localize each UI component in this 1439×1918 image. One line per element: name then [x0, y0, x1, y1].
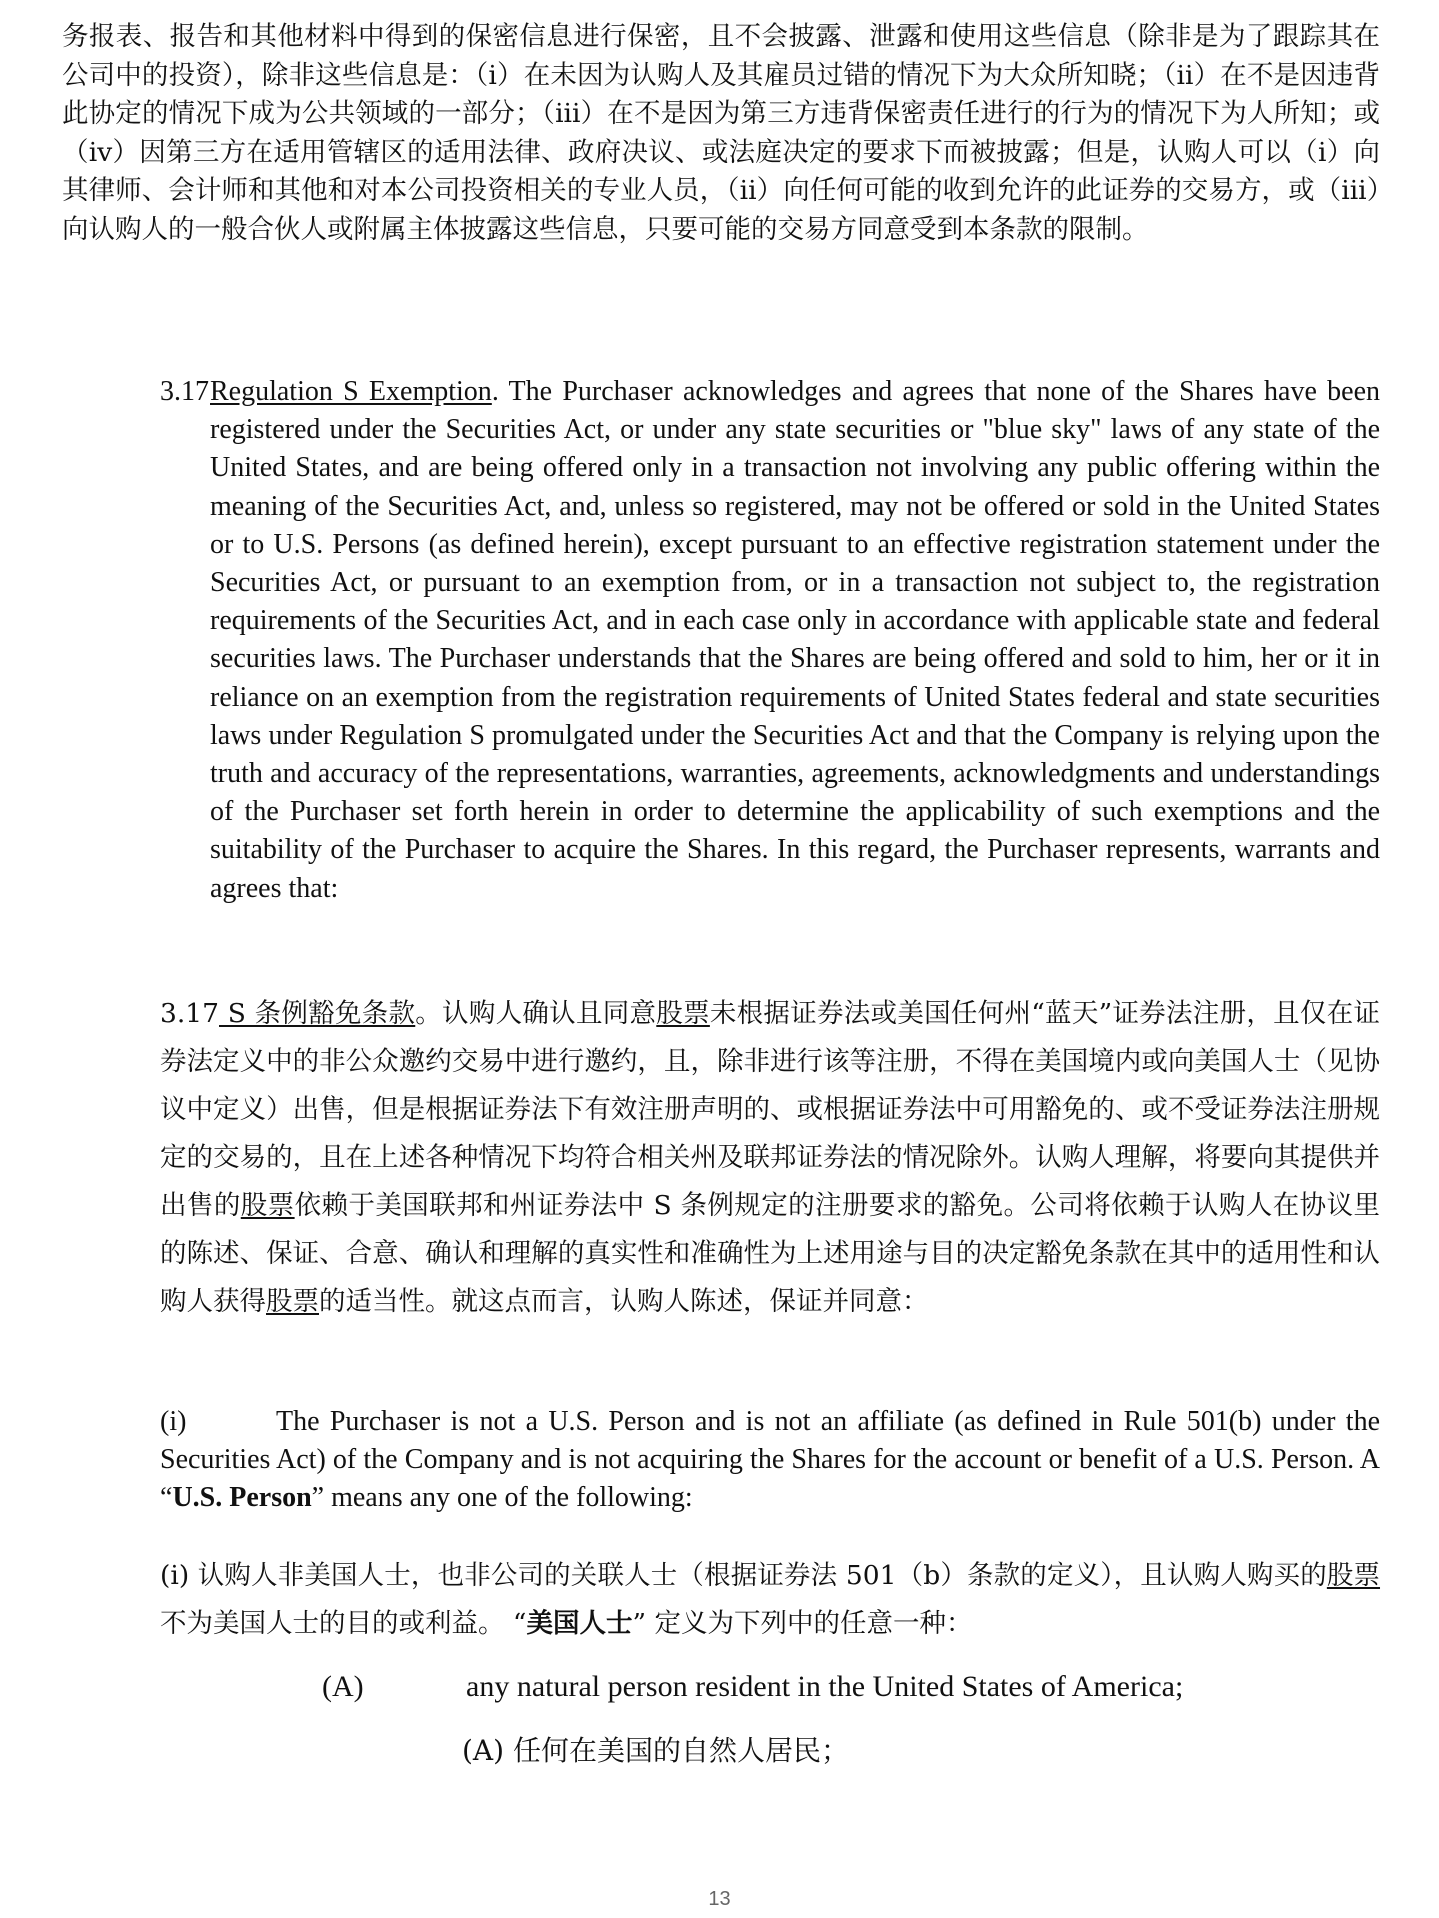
defined-term: U.S. Person: [172, 1482, 312, 1514]
section-text-cn: 依赖于美国联邦和州证券法中 S 条例规定的注册要求的豁免。公司将依赖于认购人在协议里的陈述、保证、合意、确认和理解的真实性和准确性为上述用途与目的决定豁免条款在其中的适用性和认购人获得: [160, 1190, 1380, 1317]
section-number-cn: 3.17: [160, 998, 220, 1029]
confidentiality-paragraph-cn: 务报表、报告和其他材料中得到的保密信息进行保密，且不会披露、泄露和使用这些信息（除非是为了跟踪其在公司中的投资），除非这些信息是：（i）在未因为认购人及其雇员过错的情况下为大众所知晓；（ii）在不是因违背此协定的情况下成为公共领域的一部分；（iii）在不是因为第三方违背保密责任进行的行为的情况下为人所知；或（iv）因第三方在适用管辖区的适用法律、政府决议、或法庭决定的要求下而被披露；但是，认购人可以（i）向其律师、会计师和其他和对本公司投资相关的专业人员，（ii）向任何可能的收到允许的此证券的交易方，或（iii）向认购人的一般合伙人或附属主体披露这些信息，只要可能的交易方同意受到本条款的限制。: [62, 21, 1380, 245]
clause-a-text: any natural person resident in the United States of America;: [466, 1670, 1184, 1703]
clause-i-cn: [160, 1552, 1380, 1648]
clause-label: (i): [160, 1406, 187, 1437]
clause-text: ” means any one of the following:: [311, 1482, 693, 1514]
section-text-cn: 的适当性。就这点而言，认购人陈述，保证并同意：: [319, 1286, 929, 1317]
clause-i-en: [160, 1403, 1380, 1518]
clause-a-en: [322, 1667, 1183, 1707]
clause-text-cn: (i) 认购人非美国人士，也非公司的关联人士（根据证券法 501（b）条款的定义），且认购人购买的: [160, 1560, 1327, 1591]
clause-a-cn: (A) 任何在美国的自然人居民；: [462, 1734, 849, 1767]
shares-term: 股票: [240, 1190, 295, 1221]
shares-term: 股票: [1326, 1560, 1381, 1591]
section-3-17-cn: [160, 990, 1380, 1326]
section-heading: Regulation S Exemption: [210, 376, 492, 407]
section-text-cn: 。认购人确认且同意: [415, 998, 657, 1029]
clause-text-cn: 不为美国人士的目的或利益。 “: [160, 1608, 527, 1639]
section-text-cn: 未根据证券法或美国任何州“蓝天”证券法注册，且仅在证券法定义中的非公众邀约交易中进行邀约，且，除非进行该等注册，不得在美国境内或向美国人士（见协议中定义）出售，但是根据证券法下有效注册声明的、或根据证券法中可用豁免的、或不受证券法注册规定的交易的，且在上述各种情况下均符合相关州及联邦证券法的情况除外。认购人理解，将要向其提供并出售的: [160, 998, 1380, 1221]
clause-a-label: (A): [322, 1670, 364, 1703]
clause-text: The Purchaser is not a U.S. Person and is not an affiliate (as defined in Rule 501(b) under the Securities Act) of the Company and is not acquiring the Shares for the account or benefit of a U.S. Person. A “: [160, 1406, 1380, 1514]
shares-term: 股票: [656, 998, 710, 1029]
section-3-17-en: [160, 373, 1381, 908]
defined-term-cn: 美国人士: [526, 1608, 633, 1639]
section-heading-cn: S 条例豁免条款: [219, 998, 416, 1029]
section-body: . The Purchaser acknowledges and agrees that none of the Shares have been registered under the Securities Act, or under any state securities or "blue sky" laws of any state of the United States, and are being offered only in a transaction not involving any public offering within the meaning of the Securities Act, and, unless so registered, may not be offered or sold in the United States or to U.S. Persons (as defined herein), except pursuant to an effective registration statement under the Securities Act, or pursuant to an exemption from, or in a transaction not subject to, the registration requirements of the Securities Act, and in each case only in accordance with applicable state and federal securities laws. The Purchaser understands that the Shares are being offered and sold to him, her or it in reliance on an exemption from the registration requirements of United States federal and state securities laws under Regulation S promulgated under the Securities Act and that the Company is relying upon the truth and accuracy of the representations, warranties, agreements, acknowledgments and understandings of the Purchaser set forth herein in order to determine the applicability of such exemptions and the suitability of the Purchaser to acquire the Shares. In this regard, the Purchaser represents, warrants and agrees that:: [210, 376, 1381, 904]
shares-term: 股票: [266, 1286, 319, 1317]
clause-text-cn: ” 定义为下列中的任意一种：: [632, 1608, 973, 1639]
page-number: 13: [708, 1888, 731, 1910]
section-number: 3.17: [160, 376, 209, 407]
